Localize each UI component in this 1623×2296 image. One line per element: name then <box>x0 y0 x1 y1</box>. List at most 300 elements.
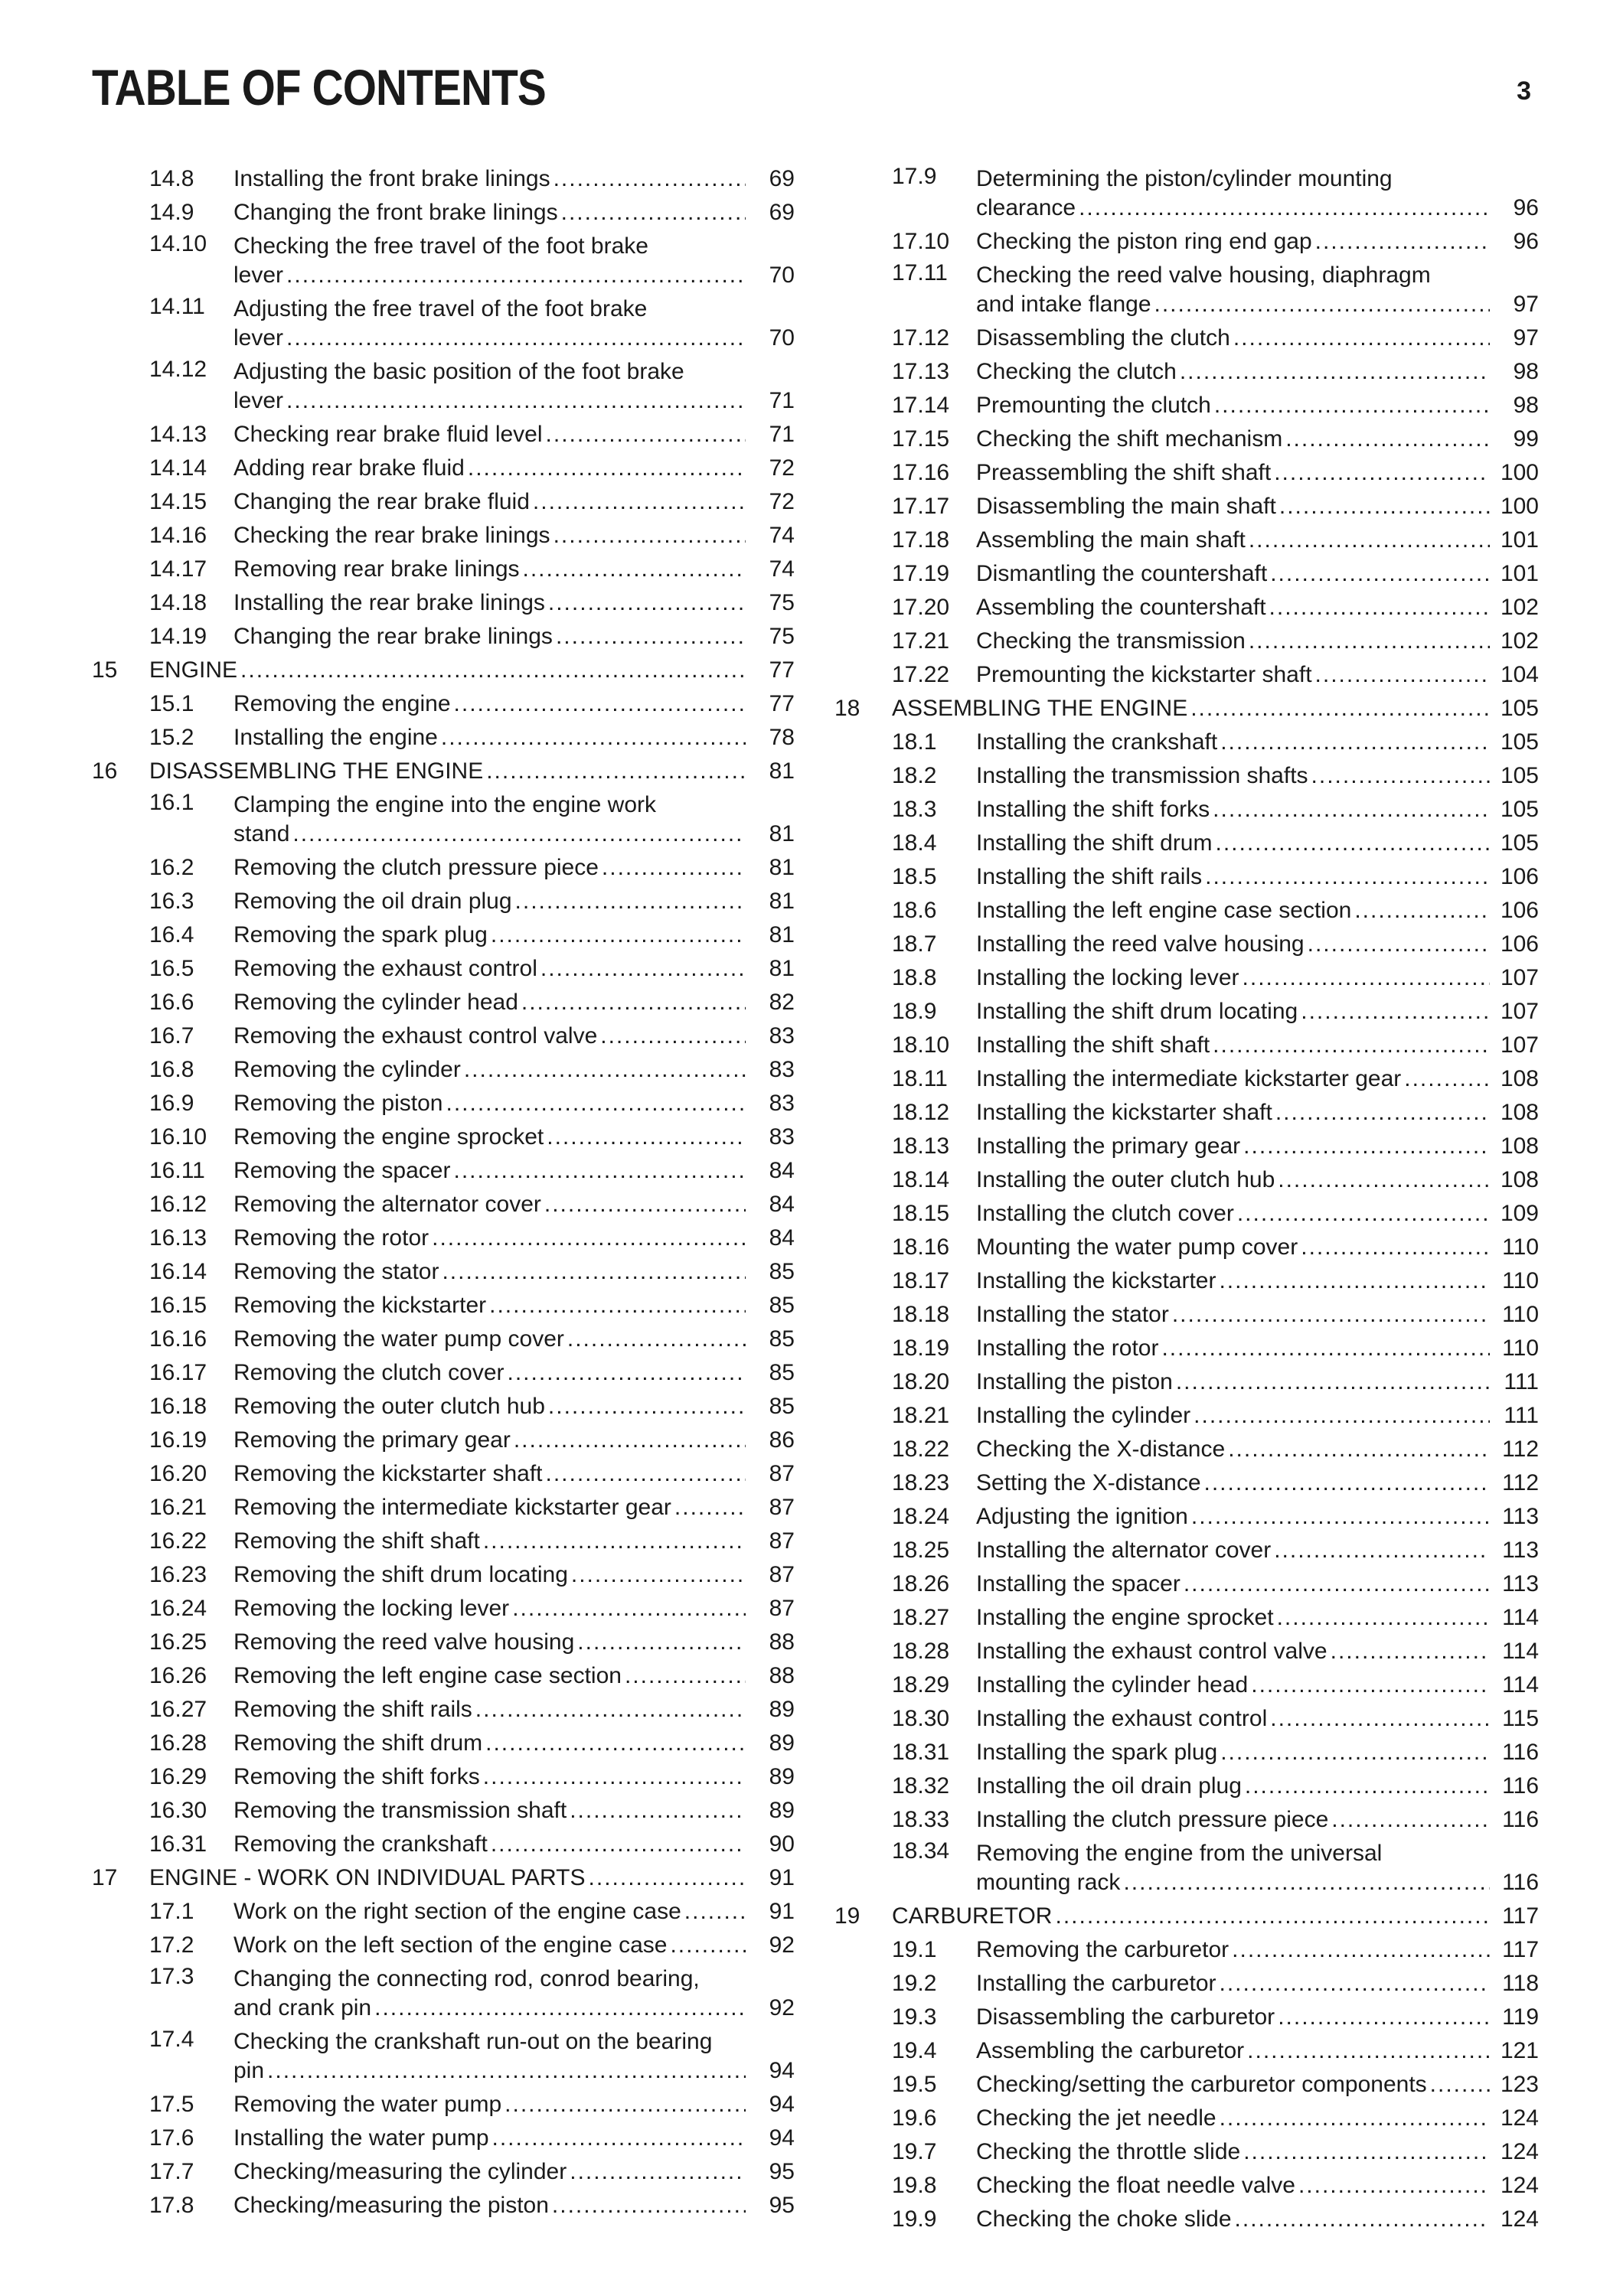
toc-entry[interactable] <box>92 885 795 918</box>
toc-entry[interactable] <box>92 1390 795 1424</box>
toc-entry[interactable] <box>92 1491 795 1525</box>
toc-entry[interactable] <box>92 1962 795 2025</box>
toc-entry-page: 71 <box>769 422 795 447</box>
toc-entry-page: 124 <box>1500 2206 1539 2232</box>
dot-leader <box>548 586 746 620</box>
toc-entry[interactable] <box>92 1929 795 1962</box>
dot-leader <box>674 1491 746 1525</box>
toc-entry-number: 14.12 <box>149 357 207 382</box>
toc-entry-number: 17.2 <box>149 1932 194 1958</box>
dot-leader <box>1220 1736 1490 1769</box>
toc-entry-page: 81 <box>769 889 795 914</box>
toc-right-column <box>834 162 1539 2236</box>
toc-entry-number: 17.7 <box>149 2159 194 2184</box>
toc-entry[interactable] <box>92 1322 795 1356</box>
dot-leader <box>1055 1900 1490 1933</box>
toc-entry-page: 85 <box>769 1259 795 1284</box>
toc-entry-page: 95 <box>769 2159 795 2184</box>
toc-entry-page: 115 <box>1502 1706 1539 1731</box>
toc-entry[interactable] <box>92 230 795 292</box>
toc-entry-page: 113 <box>1502 1571 1539 1596</box>
dot-leader <box>556 620 746 654</box>
toc-entry-number: 18.17 <box>892 1268 950 1293</box>
toc-entry[interactable] <box>834 793 1539 827</box>
toc-entry-title: Installing the transmission shafts <box>976 763 1308 788</box>
toc-entry[interactable] <box>834 1500 1539 1534</box>
toc-entry-number: 18.11 <box>892 1066 948 1091</box>
dot-leader <box>540 952 746 986</box>
toc-entry[interactable] <box>834 658 1539 692</box>
toc-entry[interactable] <box>92 1727 795 1760</box>
toc-entry-number: 15.1 <box>149 691 194 716</box>
toc-entry[interactable] <box>92 485 795 519</box>
dot-leader <box>486 755 746 788</box>
toc-entry[interactable] <box>92 952 795 986</box>
toc-entry[interactable] <box>834 2169 1539 2203</box>
toc-entry-number: 16.22 <box>149 1528 207 1554</box>
toc-entry-number: 14.18 <box>149 590 207 615</box>
toc-entry-number: 19 <box>834 1903 860 1929</box>
toc-entry-title: Removing the oil drain plug <box>233 889 512 914</box>
toc-entry-page: 96 <box>1513 229 1539 254</box>
toc-entry-page: 98 <box>1513 359 1539 384</box>
toc-entry-number: 17.16 <box>892 460 950 485</box>
toc-entry[interactable] <box>92 1053 795 1087</box>
toc-entry-number: 16.26 <box>149 1663 207 1688</box>
toc-entry-page: 117 <box>1502 1903 1539 1929</box>
toc-entry-title: Preassembling the shift shaft <box>976 460 1272 485</box>
toc-entry-number: 17.13 <box>892 359 950 384</box>
toc-entry[interactable] <box>834 1365 1539 1399</box>
toc-entry[interactable] <box>92 292 795 355</box>
toc-entry[interactable] <box>834 1096 1539 1130</box>
toc-entry[interactable] <box>834 995 1539 1029</box>
dot-leader <box>1315 658 1490 692</box>
toc-entry-title: Checking the rear brake linings <box>233 523 550 548</box>
toc-entry-title: Work on the left section of the engine case <box>233 1932 668 1958</box>
dot-leader <box>1277 1601 1490 1635</box>
dot-leader <box>453 1154 746 1188</box>
toc-entry[interactable] <box>834 1837 1539 1900</box>
toc-entry-page: 84 <box>769 1192 795 1217</box>
toc-entry-page: 83 <box>769 1091 795 1116</box>
toc-entry[interactable] <box>834 860 1539 894</box>
toc-entry[interactable] <box>92 2155 795 2189</box>
dot-leader <box>292 820 746 849</box>
toc-entry[interactable] <box>92 1828 795 1861</box>
toc-entry-page: 83 <box>769 1124 795 1150</box>
toc-entry[interactable] <box>92 1188 795 1221</box>
toc-entry[interactable] <box>92 586 795 620</box>
toc-entry[interactable] <box>834 321 1539 355</box>
toc-entry-title: Dismantling the countershaft <box>976 561 1268 586</box>
dot-leader <box>468 452 746 485</box>
toc-entry-title: Removing the kickstarter shaft <box>233 1461 543 1486</box>
toc-entry-number: 16.25 <box>149 1629 207 1655</box>
toc-entry-page: 104 <box>1500 662 1539 687</box>
toc-entry[interactable] <box>92 1626 795 1659</box>
toc-entry-page: 84 <box>769 1225 795 1251</box>
toc-entry-number: 15.2 <box>149 725 194 750</box>
toc-entry[interactable] <box>92 620 795 654</box>
toc-entry[interactable] <box>92 452 795 485</box>
toc-entry-title: pin <box>233 2058 265 2083</box>
dot-leader <box>589 1861 746 1895</box>
toc-entry-title: Removing the water pump <box>233 2092 502 2117</box>
toc-entry[interactable] <box>834 827 1539 860</box>
toc-entry-page: 118 <box>1502 1971 1539 1996</box>
toc-entry-title: Removing the cylinder <box>233 1057 461 1082</box>
toc-entry[interactable] <box>834 523 1539 557</box>
toc-entry-number: 19.6 <box>892 2105 937 2131</box>
toc-entry-title: Disassembling the main shaft <box>976 494 1276 519</box>
toc-entry-page: 97 <box>1513 325 1539 351</box>
toc-entry-title: CARBURETOR <box>892 1903 1053 1929</box>
toc-entry-page: 87 <box>769 1528 795 1554</box>
dot-leader <box>464 1053 746 1087</box>
dot-leader <box>1301 1231 1490 1264</box>
toc-entry[interactable] <box>92 1895 795 1929</box>
toc-entry[interactable] <box>834 2102 1539 2135</box>
dot-leader <box>1215 827 1490 860</box>
toc-entry-title: Removing the exhaust control valve <box>233 1023 598 1049</box>
toc-entry[interactable] <box>834 1231 1539 1264</box>
toc-entry-number: 18.21 <box>892 1403 950 1428</box>
toc-entry[interactable] <box>834 726 1539 759</box>
toc-chapter-entry[interactable] <box>834 692 1539 726</box>
toc-entry-page: 116 <box>1502 1773 1539 1799</box>
toc-entry-number: 18.26 <box>892 1571 950 1596</box>
toc-entry-number: 16.17 <box>149 1360 207 1385</box>
toc-chapter-entry[interactable] <box>92 755 795 788</box>
toc-entry-number: 18.8 <box>892 965 937 990</box>
toc-entry[interactable] <box>92 1221 795 1255</box>
toc-entry-number: 19.9 <box>892 2206 937 2232</box>
dot-leader <box>1331 1635 1490 1668</box>
toc-entry-page: 90 <box>769 1831 795 1857</box>
toc-entry[interactable] <box>834 1130 1539 1163</box>
toc-entry[interactable] <box>834 2034 1539 2068</box>
toc-entry-number: 18.7 <box>892 931 937 957</box>
dot-leader <box>577 1626 746 1659</box>
toc-entry[interactable] <box>834 1399 1539 1433</box>
toc-entry[interactable] <box>834 759 1539 793</box>
toc-entry[interactable] <box>92 1356 795 1390</box>
toc-entry-number: 18.2 <box>892 763 937 788</box>
toc-entry[interactable] <box>834 1264 1539 1298</box>
toc-entry[interactable] <box>92 1592 795 1626</box>
toc-entry-title-line: Adjusting the free travel of the foot brake <box>233 296 648 321</box>
toc-entry-title: Removing the reed valve housing <box>233 1629 575 1655</box>
toc-entry-number: 18.15 <box>892 1201 950 1226</box>
dot-leader <box>1219 1264 1490 1298</box>
toc-entry-title: Removing the outer clutch hub <box>233 1394 545 1419</box>
toc-entry[interactable] <box>834 961 1539 995</box>
toc-entry-title: Installing the front brake linings <box>233 166 550 191</box>
dot-leader <box>570 2155 746 2189</box>
toc-entry[interactable] <box>92 1424 795 1457</box>
toc-entry-number: 18.16 <box>892 1234 950 1260</box>
toc-entry[interactable] <box>92 1693 795 1727</box>
toc-entry-page: 124 <box>1500 2139 1539 2164</box>
toc-entry-page: 107 <box>1500 1032 1539 1058</box>
dot-leader <box>533 485 746 519</box>
dot-leader <box>1315 225 1490 259</box>
dot-leader <box>1194 1399 1490 1433</box>
toc-entry[interactable] <box>834 162 1539 225</box>
toc-entry[interactable] <box>92 918 795 952</box>
toc-entry[interactable] <box>92 2088 795 2122</box>
toc-entry[interactable] <box>92 1120 795 1154</box>
toc-entry-title-line: Checking the reed valve housing, diaphragm <box>976 263 1431 288</box>
toc-entry-number: 18.31 <box>892 1740 950 1765</box>
toc-entry[interactable] <box>92 2189 795 2223</box>
toc-entry-number: 18.22 <box>892 1437 950 1462</box>
toc-entry-number: 16.21 <box>149 1495 207 1520</box>
toc-entry-page: 83 <box>769 1023 795 1049</box>
toc-entry-page: 107 <box>1500 999 1539 1024</box>
toc-chapter-entry[interactable] <box>92 654 795 687</box>
toc-entry-page: 74 <box>769 523 795 548</box>
toc-entry[interactable] <box>834 2068 1539 2102</box>
toc-entry-page: 94 <box>769 2092 795 2117</box>
toc-entry-title: Removing the engine <box>233 691 451 716</box>
toc-entry-title: Installing the shift forks <box>976 797 1210 822</box>
toc-entry[interactable] <box>834 1736 1539 1769</box>
toc-entry[interactable] <box>92 418 795 452</box>
toc-entry-title-line: Determining the piston/cylinder mounting <box>976 166 1393 191</box>
toc-entry[interactable] <box>834 1803 1539 1837</box>
toc-entry[interactable] <box>834 259 1539 321</box>
dot-leader <box>489 1289 746 1322</box>
toc-entry-page: 108 <box>1500 1133 1539 1159</box>
toc-entry-title: Installing the water pump <box>233 2125 489 2151</box>
toc-entry-title: Removing the intermediate kickstarter gear <box>233 1495 671 1520</box>
toc-entry-number: 18.14 <box>892 1167 950 1192</box>
toc-entry-title: ASSEMBLING THE ENGINE <box>892 696 1188 721</box>
dot-leader <box>1154 290 1490 319</box>
toc-entry-number: 14.17 <box>149 556 207 582</box>
toc-entry-number: 17.18 <box>892 527 950 553</box>
dot-leader <box>286 261 746 290</box>
dot-leader <box>1331 1803 1490 1837</box>
toc-entry[interactable] <box>92 721 795 755</box>
toc-entry-number: 18.23 <box>892 1470 950 1495</box>
toc-entry[interactable] <box>834 1029 1539 1062</box>
toc-entry[interactable] <box>92 1760 795 1794</box>
toc-entry-title: Removing the kickstarter <box>233 1293 487 1318</box>
toc-entry-number: 14.13 <box>149 422 207 447</box>
toc-entry-title: Installing the alternator cover <box>976 1538 1272 1563</box>
toc-entry-page: 81 <box>769 956 795 981</box>
dot-leader <box>1430 2068 1490 2102</box>
toc-entry-title: Checking/setting the carburetor components <box>976 2072 1427 2097</box>
toc-entry-number: 18.18 <box>892 1302 950 1327</box>
toc-entry-number: 17.11 <box>892 260 948 285</box>
toc-entry[interactable] <box>834 1163 1539 1197</box>
toc-entry[interactable] <box>834 1933 1539 1967</box>
toc-entry[interactable] <box>834 2135 1539 2169</box>
toc-entry[interactable] <box>834 1332 1539 1365</box>
toc-entry-title-line: Adjusting the basic position of the foot brake <box>233 359 684 384</box>
toc-entry[interactable] <box>834 1197 1539 1231</box>
toc-entry[interactable] <box>834 422 1539 456</box>
page-title: TABLE OF CONTENTS <box>92 59 546 116</box>
toc-entry-number: 16.4 <box>149 922 194 947</box>
toc-entry[interactable] <box>92 1659 795 1693</box>
dot-leader <box>625 1659 746 1693</box>
toc-entry[interactable] <box>834 490 1539 523</box>
toc-entry-page: 85 <box>769 1293 795 1318</box>
toc-entry[interactable] <box>834 591 1539 625</box>
toc-entry-title: Removing the spacer <box>233 1158 451 1183</box>
dot-leader <box>1247 2034 1490 2068</box>
toc-entry-title-line: Changing the connecting rod, conrod bearing, <box>233 1966 700 1991</box>
toc-entry[interactable] <box>92 553 795 586</box>
toc-entry[interactable] <box>834 1534 1539 1567</box>
toc-entry-page: 94 <box>769 2125 795 2151</box>
toc-entry-number: 16 <box>92 758 118 784</box>
toc-entry-number: 17.10 <box>892 229 950 254</box>
toc-entry-page: 105 <box>1500 763 1539 788</box>
toc-entry-page: 105 <box>1500 830 1539 856</box>
toc-entry-page: 98 <box>1513 393 1539 418</box>
toc-entry-number: 17.17 <box>892 494 950 519</box>
toc-entry[interactable] <box>834 1466 1539 1500</box>
toc-entry[interactable] <box>92 1087 795 1120</box>
toc-left-column <box>92 162 795 2223</box>
toc-entry-number: 18.20 <box>892 1369 950 1394</box>
toc-entry[interactable] <box>834 1769 1539 1803</box>
toc-entry-number: 14.10 <box>149 231 207 256</box>
toc-entry[interactable] <box>834 928 1539 961</box>
toc-entry-title-line: Checking the free travel of the foot brake <box>233 233 648 259</box>
toc-entry-page: 106 <box>1500 864 1539 889</box>
toc-entry-page: 72 <box>769 489 795 514</box>
toc-entry[interactable] <box>92 355 795 418</box>
toc-entry[interactable] <box>834 1601 1539 1635</box>
dot-leader <box>1301 995 1490 1029</box>
toc-chapter-entry[interactable] <box>834 1900 1539 1933</box>
dot-leader <box>1233 321 1490 355</box>
toc-entry[interactable] <box>92 162 795 196</box>
toc-entry[interactable] <box>834 1298 1539 1332</box>
toc-entry-title: mounting rack <box>976 1870 1121 1895</box>
toc-entry-page: 119 <box>1502 2004 1539 2030</box>
toc-entry-number: 14.14 <box>149 455 207 481</box>
toc-entry[interactable] <box>834 1062 1539 1096</box>
toc-entry-title: ENGINE - WORK ON INDIVIDUAL PARTS <box>149 1865 586 1890</box>
toc-entry-page: 81 <box>769 821 795 846</box>
dot-leader <box>544 1188 746 1221</box>
toc-entry-number: 18.3 <box>892 797 937 822</box>
toc-entry-title: Checking the jet needle <box>976 2105 1216 2131</box>
toc-entry[interactable] <box>92 1154 795 1188</box>
toc-entry[interactable] <box>92 788 795 851</box>
toc-entry-page: 114 <box>1502 1639 1539 1664</box>
toc-entry[interactable] <box>92 2122 795 2155</box>
dot-leader <box>1274 456 1490 490</box>
toc-entry-number: 17.5 <box>149 2092 194 2117</box>
toc-entry-page: 111 <box>1504 1369 1539 1394</box>
dot-leader <box>512 1592 746 1626</box>
toc-entry[interactable] <box>92 851 795 885</box>
toc-entry[interactable] <box>834 2001 1539 2034</box>
toc-entry-number: 17.3 <box>149 1964 194 1989</box>
toc-entry-number: 16.28 <box>149 1730 207 1756</box>
toc-entry-number: 17.9 <box>892 164 937 189</box>
toc-entry[interactable] <box>834 456 1539 490</box>
toc-entry-number: 16.13 <box>149 1225 207 1251</box>
toc-entry-page: 97 <box>1513 292 1539 317</box>
toc-entry-title: Installing the shift drum locating <box>976 999 1298 1024</box>
toc-entry[interactable] <box>834 1967 1539 2001</box>
toc-entry[interactable] <box>834 1668 1539 1702</box>
toc-entry-page: 69 <box>769 200 795 225</box>
toc-entry-title: Premounting the kickstarter shaft <box>976 662 1312 687</box>
toc-entry-number: 16.10 <box>149 1124 207 1150</box>
toc-entry[interactable] <box>92 519 795 553</box>
toc-entry[interactable] <box>92 986 795 1019</box>
toc-chapter-entry[interactable] <box>92 1861 795 1895</box>
toc-entry-title: Checking the transmission <box>976 628 1246 654</box>
dot-leader <box>1251 1668 1490 1702</box>
toc-entry[interactable] <box>92 1255 795 1289</box>
toc-entry[interactable] <box>92 1525 795 1558</box>
toc-entry[interactable] <box>92 2025 795 2088</box>
dot-leader <box>547 1120 746 1154</box>
toc-entry[interactable] <box>834 389 1539 422</box>
dot-leader <box>432 1221 746 1255</box>
toc-entry[interactable] <box>834 894 1539 928</box>
toc-entry-title: Adjusting the ignition <box>976 1504 1188 1529</box>
dot-leader <box>1243 1130 1490 1163</box>
toc-entry[interactable] <box>92 687 795 721</box>
toc-entry-page: 70 <box>769 325 795 351</box>
toc-entry[interactable] <box>92 1558 795 1592</box>
toc-entry[interactable] <box>92 196 795 230</box>
toc-entry[interactable] <box>92 1019 795 1053</box>
toc-entry[interactable] <box>834 1635 1539 1668</box>
toc-entry-title: Installing the cylinder head <box>976 1672 1249 1698</box>
toc-entry[interactable] <box>834 2203 1539 2236</box>
toc-entry-title: Removing the transmission shaft <box>233 1798 567 1823</box>
toc-entry[interactable] <box>92 1457 795 1491</box>
toc-entry-title: Installing the engine sprocket <box>976 1605 1274 1630</box>
toc-entry[interactable] <box>92 1794 795 1828</box>
toc-entry-page: 78 <box>769 725 795 750</box>
toc-entry[interactable] <box>834 1567 1539 1601</box>
toc-entry[interactable] <box>92 1289 795 1322</box>
toc-entry-number: 17.4 <box>149 2027 194 2052</box>
toc-entry-title: Setting the X-distance <box>976 1470 1201 1495</box>
toc-entry[interactable] <box>834 557 1539 591</box>
toc-entry[interactable] <box>834 1702 1539 1736</box>
toc-entry-number: 16.29 <box>149 1764 207 1789</box>
toc-entry-page: 116 <box>1502 1807 1539 1832</box>
toc-entry[interactable] <box>834 625 1539 658</box>
toc-entry-page: 113 <box>1502 1504 1539 1529</box>
toc-entry-page: 116 <box>1502 1740 1539 1765</box>
toc-entry[interactable] <box>834 225 1539 259</box>
toc-entry[interactable] <box>834 1433 1539 1466</box>
dot-leader <box>374 1994 746 2023</box>
toc-entry[interactable] <box>834 355 1539 389</box>
toc-entry-title: Changing the rear brake linings <box>233 624 553 649</box>
toc-entry-number: 16.15 <box>149 1293 207 1318</box>
dot-leader <box>1220 1967 1490 2001</box>
dot-leader <box>1311 759 1490 793</box>
